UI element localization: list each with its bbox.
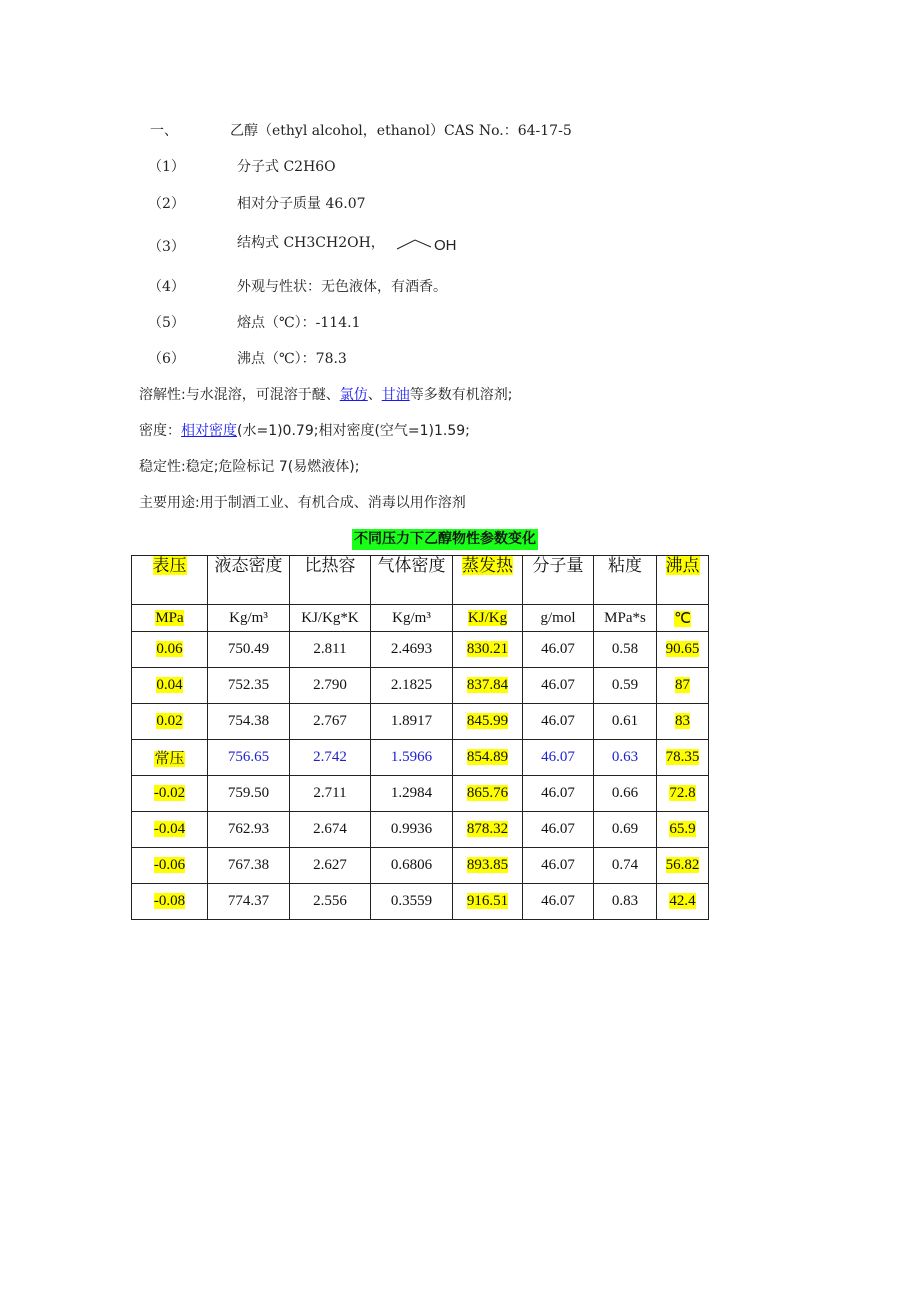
boiling-point-value: 87 bbox=[675, 677, 690, 693]
cell bbox=[657, 848, 709, 884]
boiling-point-value: 65.9 bbox=[669, 821, 696, 837]
cell bbox=[453, 632, 523, 668]
vaporization-heat-value: 878.32 bbox=[466, 821, 509, 837]
ethanol-property-table bbox=[131, 555, 709, 920]
boiling-point: 沸点（℃）：78.3 bbox=[237, 351, 347, 367]
gas-density-value: 0.9936 bbox=[371, 812, 453, 848]
vaporization-heat-value: 916.51 bbox=[466, 893, 509, 909]
viscosity-value: 0.58 bbox=[594, 632, 657, 668]
cell bbox=[657, 704, 709, 740]
gas-density-value: 1.5966 bbox=[371, 740, 453, 776]
header-specific-heat: 比热容 bbox=[290, 556, 371, 605]
cell bbox=[657, 740, 709, 776]
solubility-line bbox=[139, 385, 512, 405]
glycerol-link[interactable]: 甘油 bbox=[381, 387, 410, 403]
viscosity-value: 0.74 bbox=[594, 848, 657, 884]
molecular-weight-value: 46.07 bbox=[523, 632, 594, 668]
cell bbox=[657, 884, 709, 920]
unit-cell bbox=[657, 605, 709, 632]
specific-heat-value: 2.674 bbox=[290, 812, 371, 848]
property-number: （3） bbox=[148, 239, 185, 255]
header-gas-density: 气体密度 bbox=[371, 556, 453, 605]
cell bbox=[657, 812, 709, 848]
vaporization-heat-value: 845.99 bbox=[466, 713, 509, 729]
vaporization-heat-value: 893.85 bbox=[466, 857, 509, 873]
specific-heat-value: 2.767 bbox=[290, 704, 371, 740]
pressure-value: 0.02 bbox=[156, 713, 183, 729]
table-units-row bbox=[132, 605, 709, 632]
property-number: （5） bbox=[148, 315, 185, 331]
specific-heat-value: 2.556 bbox=[290, 884, 371, 920]
cell bbox=[132, 704, 208, 740]
unit-specific-heat: KJ/Kg*K bbox=[290, 605, 371, 632]
unit-temperature: ℃ bbox=[674, 610, 691, 627]
viscosity-value: 0.66 bbox=[594, 776, 657, 812]
vaporization-heat-value: 837.84 bbox=[466, 677, 509, 693]
viscosity-value: 0.61 bbox=[594, 704, 657, 740]
cell bbox=[453, 776, 523, 812]
property-number: （2） bbox=[148, 196, 185, 212]
header-cell bbox=[132, 556, 208, 605]
header-heat-of-vaporization: 蒸发热 bbox=[462, 556, 513, 575]
cell bbox=[657, 776, 709, 812]
cell bbox=[657, 632, 709, 668]
specific-heat-value: 2.711 bbox=[290, 776, 371, 812]
stability-line: 稳定性:稳定;危险标记 7(易燃液体); bbox=[139, 459, 360, 475]
table-row bbox=[132, 668, 709, 704]
structural-formula bbox=[237, 228, 459, 258]
cell bbox=[657, 668, 709, 704]
specific-heat-value: 2.790 bbox=[290, 668, 371, 704]
ethanol-structure-icon bbox=[393, 231, 459, 255]
property-number: （6） bbox=[148, 351, 185, 367]
structural-formula-text: 结构式 CH3CH2OH， bbox=[237, 235, 385, 251]
gas-density-value: 1.2984 bbox=[371, 776, 453, 812]
pressure-value: 0.06 bbox=[156, 641, 183, 657]
gas-density-value: 2.4693 bbox=[371, 632, 453, 668]
molecular-weight: 相对分子质量 46.07 bbox=[237, 196, 366, 212]
cell bbox=[453, 668, 523, 704]
boiling-point-value: 83 bbox=[675, 713, 690, 729]
viscosity-value: 0.83 bbox=[594, 884, 657, 920]
gas-density-value: 1.8917 bbox=[371, 704, 453, 740]
header-viscosity: 粘度 bbox=[594, 556, 657, 605]
gas-density-value: 0.6806 bbox=[371, 848, 453, 884]
vaporization-heat-value: 865.76 bbox=[466, 785, 509, 801]
specific-heat-value: 2.742 bbox=[290, 740, 371, 776]
molecular-weight-value: 46.07 bbox=[523, 848, 594, 884]
header-cell bbox=[657, 556, 709, 605]
table-row bbox=[132, 632, 709, 668]
unit-gas-density: Kg/m³ bbox=[371, 605, 453, 632]
liquid-density-value: 754.38 bbox=[208, 704, 290, 740]
header-molecular-weight: 分子量 bbox=[523, 556, 594, 605]
unit-cell bbox=[453, 605, 523, 632]
cell bbox=[132, 776, 208, 812]
density-suffix: (水=1)0.79;相对密度(空气=1)1.59; bbox=[237, 423, 470, 439]
boiling-point-value: 72.8 bbox=[669, 785, 696, 801]
header-boiling-point: 沸点 bbox=[665, 556, 700, 575]
molecular-formula: 分子式 C2H6O bbox=[237, 159, 336, 175]
cell bbox=[453, 704, 523, 740]
property-number: （1） bbox=[148, 159, 185, 175]
cell bbox=[132, 632, 208, 668]
usage-line: 主要用途:用于制酒工业、有机合成、消毒以用作溶剂 bbox=[139, 495, 466, 511]
header-gauge-pressure: 表压 bbox=[152, 556, 187, 575]
header-liquid-density: 液态密度 bbox=[208, 556, 290, 605]
cell bbox=[453, 884, 523, 920]
unit-pressure: MPa bbox=[155, 609, 184, 626]
table-header-row bbox=[132, 556, 709, 605]
table-caption: 不同压力下乙醇物性参数变化 bbox=[352, 529, 538, 550]
cell bbox=[453, 812, 523, 848]
molecular-weight-value: 46.07 bbox=[523, 668, 594, 704]
vaporization-heat-value: 830.21 bbox=[466, 641, 509, 657]
vaporization-heat-value: 854.89 bbox=[466, 749, 509, 765]
cell bbox=[453, 740, 523, 776]
boiling-point-value: 56.82 bbox=[665, 857, 700, 873]
pressure-value: 0.04 bbox=[156, 677, 183, 693]
specific-heat-value: 2.811 bbox=[290, 632, 371, 668]
chloroform-link[interactable]: 氯仿 bbox=[339, 387, 368, 403]
liquid-density-value: 774.37 bbox=[208, 884, 290, 920]
boiling-point-value: 42.4 bbox=[669, 893, 696, 909]
unit-cell bbox=[132, 605, 208, 632]
table-row bbox=[132, 812, 709, 848]
pressure-value: 常压 bbox=[154, 751, 185, 767]
viscosity-value: 0.59 bbox=[594, 668, 657, 704]
cell bbox=[132, 884, 208, 920]
viscosity-value: 0.63 bbox=[594, 740, 657, 776]
molecular-weight-value: 46.07 bbox=[523, 812, 594, 848]
table-row bbox=[132, 704, 709, 740]
molecular-weight-value: 46.07 bbox=[523, 776, 594, 812]
cell bbox=[132, 848, 208, 884]
density-line bbox=[139, 421, 470, 441]
section-heading: 乙醇（ethyl alcohol，ethanol）CAS No.：64-17-5 bbox=[230, 123, 572, 139]
specific-heat-value: 2.627 bbox=[290, 848, 371, 884]
pressure-value: -0.08 bbox=[153, 893, 186, 909]
header-cell bbox=[453, 556, 523, 605]
pressure-value: -0.06 bbox=[153, 857, 186, 873]
liquid-density-value: 759.50 bbox=[208, 776, 290, 812]
solubility-prefix: 溶解性:与水混溶，可混溶于醚、 bbox=[139, 387, 340, 403]
unit-heat-of-vaporization: KJ/Kg bbox=[467, 609, 508, 626]
boiling-point-value: 78.35 bbox=[665, 749, 700, 765]
table-row-atmospheric bbox=[132, 740, 709, 776]
cell bbox=[453, 848, 523, 884]
liquid-density-value: 750.49 bbox=[208, 632, 290, 668]
appearance: 外观与性状：无色液体，有酒香。 bbox=[237, 279, 447, 295]
liquid-density-value: 762.93 bbox=[208, 812, 290, 848]
molecular-weight-value: 46.07 bbox=[523, 740, 594, 776]
table-row bbox=[132, 776, 709, 812]
liquid-density-value: 752.35 bbox=[208, 668, 290, 704]
solubility-suffix: 等多数有机溶剂; bbox=[409, 387, 513, 403]
pressure-value: -0.02 bbox=[153, 785, 186, 801]
solubility-separator: 、 bbox=[367, 387, 382, 403]
boiling-point-value: 90.65 bbox=[665, 641, 700, 657]
table-row bbox=[132, 848, 709, 884]
molecular-weight-value: 46.07 bbox=[523, 884, 594, 920]
property-number: （4） bbox=[148, 279, 185, 295]
cell bbox=[132, 668, 208, 704]
viscosity-value: 0.69 bbox=[594, 812, 657, 848]
gas-density-value: 0.3559 bbox=[371, 884, 453, 920]
gas-density-value: 2.1825 bbox=[371, 668, 453, 704]
liquid-density-value: 767.38 bbox=[208, 848, 290, 884]
unit-molecular-weight: g/mol bbox=[523, 605, 594, 632]
section-number: 一、 bbox=[150, 123, 178, 139]
liquid-density-value: 756.65 bbox=[208, 740, 290, 776]
unit-liquid-density: Kg/m³ bbox=[208, 605, 290, 632]
cell bbox=[132, 812, 208, 848]
hydroxyl-label: OH bbox=[434, 237, 457, 254]
density-prefix: 密度： bbox=[139, 423, 181, 439]
cell bbox=[132, 740, 208, 776]
unit-viscosity: MPa*s bbox=[594, 605, 657, 632]
melting-point: 熔点（℃）：-114.1 bbox=[237, 315, 361, 331]
molecular-weight-value: 46.07 bbox=[523, 704, 594, 740]
table-row bbox=[132, 884, 709, 920]
relative-density-link[interactable]: 相对密度 bbox=[181, 423, 237, 439]
pressure-value: -0.04 bbox=[153, 821, 186, 837]
